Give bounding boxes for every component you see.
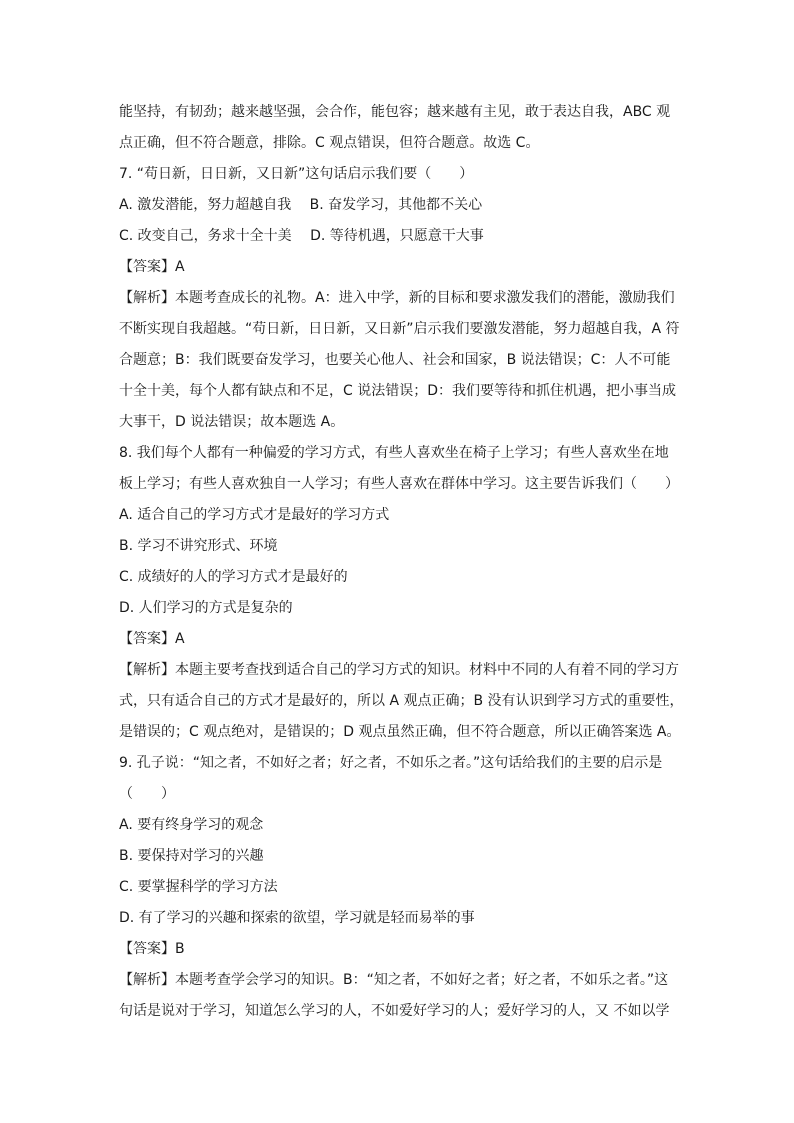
analysis-line: 十全十美，每个人都有缺点和不足，C 说法错误；D：我们要等待和抓住机遇，把小事当成 — [119, 383, 677, 399]
analysis-line: 大事干，D 说法错误；故本题选 A。 — [119, 414, 345, 430]
text-line: 能坚持，有韧劲；越来越坚强，会合作，能包容；越来越有主见，敢于表达自我，ABC 观 — [119, 104, 671, 120]
analysis-line: 【解析】本题考查成长的礼物。A：进入中学，新的目标和要求激发我们的潜能，激励我们 — [119, 290, 675, 306]
option-line: A. 适合自己的学习方式才是最好的学习方式 — [119, 507, 390, 523]
question-9: 9. 孔子说：“知之者，不如好之者；好之者，不如乐之者。”这句话给我们的主要的启示是 — [119, 755, 663, 771]
analysis-line: 不断实现自我超越。“苟日新，日日新，又日新”启示我们要激发潜能，努力超越自我，A 符 — [119, 321, 680, 337]
option-line: C. 要掌握科学的学习方法 — [119, 879, 278, 895]
option-line: C. 改变自己，务求十全十美 D. 等待机遇，只愿意干大事 — [119, 228, 484, 244]
question-8-cont: 板上学习；有些人喜欢独自一人学习；有些人喜欢在群体中学习。这主要告诉我们（ ） — [119, 476, 679, 492]
option-line: A. 激发潜能，努力超越自我 B. 奋发学习，其他都不关心 — [119, 197, 483, 213]
text-line: 点正确，但不符合题意，排除。C 观点错误，但符合题意。故选 C。 — [119, 135, 540, 151]
analysis-line: 句话是说对于学习，知道怎么学习的人，不如爱好学习的人；爱好学习的人，又 不如以学 — [119, 1003, 670, 1019]
analysis-line: 式，只有适合自己的方式才是最好的，所以 A 观点正确；B 没有认识到学习方式的重要性， — [119, 693, 684, 709]
question-9-blank: （ ） — [119, 786, 175, 802]
analysis-line: 【解析】本题主要考查找到适合自己的学习方式的知识。材料中不同的人有着不同的学习方 — [119, 662, 679, 678]
option-line: C. 成绩好的人的学习方式才是最好的 — [119, 569, 348, 585]
option-line: B. 学习不讲究形式、环境 — [119, 538, 278, 554]
option-line: B. 要保持对学习的兴趣 — [119, 848, 264, 864]
option-line: D. 有了学习的兴趣和探索的欲望，学习就是轻而易举的事 — [119, 910, 475, 926]
question-8: 8. 我们每个人都有一种偏爱的学习方式，有些人喜欢坐在椅子上学习；有些人喜欢坐在地 — [119, 445, 669, 461]
answer-label: 【答案】A — [119, 631, 185, 647]
analysis-line: 是错误的；C 观点绝对，是错误的；D 观点虽然正确，但不符合题意，所以正确答案选 A。 — [119, 724, 681, 740]
analysis-line: 合题意；B：我们既要奋发学习，也要关心他人、社会和国家，B 说法错误；C：人不可能 — [119, 352, 671, 368]
answer-label: 【答案】A — [119, 259, 185, 275]
option-line: D. 人们学习的方式是复杂的 — [119, 600, 293, 616]
analysis-line: 【解析】本题考查学会学习的知识。B：“知之者，不如好之者；好之者，不如乐之者。”这 — [119, 972, 669, 988]
question-7: 7. “苟日新，日日新，又日新”这句话启示我们要（ ） — [119, 166, 474, 182]
answer-label: 【答案】B — [119, 941, 185, 957]
option-line: A. 要有终身学习的观念 — [119, 817, 264, 833]
